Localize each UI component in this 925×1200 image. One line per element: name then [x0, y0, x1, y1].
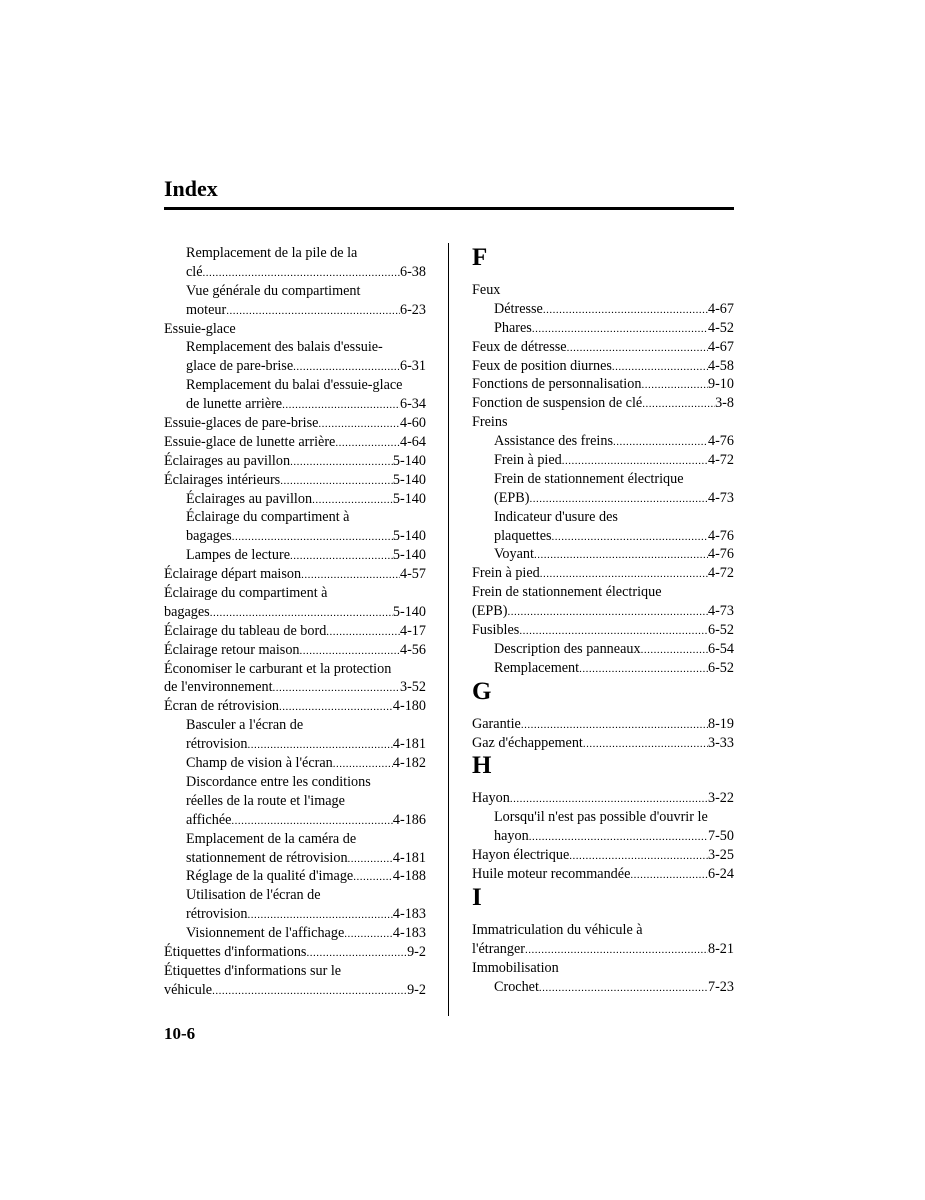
page-ref: 9-10: [707, 376, 734, 393]
entry-text: Feux de détresse: [472, 338, 567, 355]
index-entry: [472, 338, 734, 357]
entry-text: Garantie: [472, 715, 521, 732]
dot-leader: [525, 941, 708, 959]
index-entry: [472, 715, 734, 734]
page-ref: 4-17: [399, 622, 426, 639]
page-ref: 7-23: [707, 978, 734, 995]
dot-leader: [642, 395, 715, 413]
index-subentry: [164, 490, 426, 509]
index-entry: [164, 471, 426, 490]
section-letter: I: [472, 883, 482, 911]
dot-leader: [293, 358, 400, 376]
dot-leader: [613, 433, 708, 451]
entry-text: bagages: [164, 603, 210, 620]
page-ref: 9-2: [407, 943, 426, 960]
index-subentry: [472, 527, 734, 546]
entry-text: Frein à pied: [494, 452, 562, 469]
index-entry: [472, 583, 734, 602]
page-ref: 6-38: [399, 263, 426, 280]
index-subentry: [164, 792, 426, 811]
index-entry: [472, 846, 734, 865]
dot-leader: [318, 415, 400, 433]
section-letter: F: [472, 244, 488, 271]
dot-leader: [521, 716, 708, 734]
index-subentry: [164, 849, 426, 868]
index-subentry: [472, 659, 734, 678]
dot-leader: [273, 679, 400, 697]
page-ref: 4-186: [392, 811, 426, 828]
page-ref: 4-72: [707, 452, 734, 469]
dot-leader: [333, 755, 393, 773]
index-entry: [472, 394, 734, 413]
page-ref: 6-52: [707, 659, 734, 676]
index-entry: [164, 433, 426, 452]
entry-text: Assistance des freins: [494, 433, 613, 450]
entry-text: Hayon: [472, 790, 510, 807]
page-ref: 6-31: [399, 358, 426, 375]
entry-text: rétrovision: [186, 736, 248, 753]
index-subentry: [472, 808, 734, 827]
page-ref: 9-2: [407, 981, 426, 998]
index-entry: [164, 660, 426, 679]
index-subentry: [472, 432, 734, 451]
dot-leader: [534, 546, 708, 564]
index-entry: [472, 865, 734, 884]
page-ref: 6-52: [707, 622, 734, 639]
dot-leader: [290, 547, 393, 565]
entry-text: de l'environnement: [164, 679, 273, 696]
dot-leader: [583, 735, 708, 753]
dot-leader: [210, 604, 393, 622]
entry-text: glace de pare-brise: [186, 358, 294, 375]
index-subentry: [164, 301, 426, 320]
page-ref: 4-181: [392, 849, 426, 866]
index-subentry: [472, 300, 734, 319]
index-subentry: [164, 811, 426, 830]
entry-text: Remplacement du balai d'essuie-glace: [186, 377, 403, 394]
page-ref: 6-34: [399, 396, 426, 413]
dot-leader: [552, 528, 708, 546]
entry-text: Gaz d'échappement: [472, 734, 583, 751]
entry-text: moteur: [186, 301, 227, 318]
index-column-left: [164, 244, 426, 1000]
entry-text: Remplacement: [494, 659, 580, 676]
entry-text: Hayon électrique: [472, 847, 570, 864]
dot-leader: [630, 866, 708, 884]
page-ref: 3-25: [707, 847, 734, 864]
entry-text: Fonction de suspension de clé: [472, 395, 643, 412]
dot-leader: [507, 603, 708, 621]
entry-text: Freins: [472, 414, 508, 431]
entry-text: Champ de vision à l'écran: [186, 755, 333, 772]
index-subentry: [164, 338, 426, 357]
page-number: 10-6: [164, 1024, 196, 1043]
dot-leader: [279, 698, 393, 716]
dot-leader: [612, 358, 708, 376]
page-ref: 4-76: [707, 527, 734, 544]
entry-text: Éclairages au pavillon: [164, 452, 291, 469]
entry-text: (EPB): [472, 603, 508, 620]
page-ref: 7-50: [707, 828, 734, 845]
entry-text: Visionnement de l'affichage: [186, 925, 345, 942]
index-entry: [164, 943, 426, 962]
entry-text: Phares: [494, 319, 532, 336]
entry-text: Éclairage du compartiment à: [186, 509, 350, 526]
dot-leader: [212, 982, 407, 1000]
index-entry: [472, 413, 734, 432]
index-entry: [472, 602, 734, 621]
page-ref: 3-52: [399, 679, 426, 696]
dot-leader: [348, 850, 393, 868]
index-entry: [164, 697, 426, 716]
dot-leader: [519, 622, 708, 640]
entry-text: Éclairage retour maison: [164, 641, 300, 658]
index-subentry: [164, 830, 426, 849]
dot-leader: [532, 320, 708, 338]
index-title: Index: [164, 176, 218, 201]
index-entry: [164, 641, 426, 660]
dot-leader: [326, 623, 400, 641]
entry-text: bagages: [186, 528, 232, 545]
index-entry: [472, 621, 734, 640]
index-subentry: [164, 508, 426, 527]
index-entry: [164, 452, 426, 471]
page-ref: 4-67: [707, 300, 734, 317]
dot-leader: [232, 528, 393, 546]
entry-text: Détresse: [494, 300, 543, 317]
page-ref: 8-19: [707, 715, 734, 732]
page-ref: 3-8: [715, 395, 734, 412]
index-entry: [164, 584, 426, 603]
index-subentry: [164, 735, 426, 754]
entry-text: véhicule: [164, 981, 213, 998]
index-subentry: [472, 470, 734, 489]
dot-leader: [300, 642, 400, 660]
page-ref: 4-57: [399, 566, 426, 583]
index-subentry: [164, 527, 426, 546]
index-subentry: [164, 867, 426, 886]
entry-text: Éclairage départ maison: [164, 566, 302, 583]
dot-leader: [510, 790, 708, 808]
page-ref: 4-67: [707, 338, 734, 355]
entry-text: Frein de stationnement électrique: [472, 584, 662, 601]
dot-leader: [226, 302, 400, 320]
dot-leader: [567, 339, 708, 357]
index-subentry: [164, 357, 426, 376]
page-ref: 3-33: [707, 734, 734, 751]
index-entry: [472, 357, 734, 376]
entry-text: Fusibles: [472, 622, 520, 639]
index-subentry: [472, 451, 734, 470]
entry-text: Discordance entre les conditions: [186, 773, 371, 790]
page-ref: 4-180: [392, 698, 426, 715]
dot-leader: [282, 396, 400, 414]
entry-text: réelles de la route et l'image: [186, 792, 345, 809]
entry-text: Immatriculation du véhicule à: [472, 921, 643, 938]
dot-leader: [562, 452, 708, 470]
index-subentry: [164, 263, 426, 282]
page-ref: 6-24: [707, 866, 734, 883]
entry-text: Huile moteur recommandée: [472, 866, 631, 883]
index-entry: [472, 564, 734, 583]
section-letter: G: [472, 677, 492, 705]
index-entry: [472, 375, 734, 394]
dot-leader: [344, 925, 393, 943]
dot-leader: [280, 472, 393, 490]
index-subentry: [164, 244, 426, 263]
entry-text: Remplacement des balais d'essuie-: [186, 339, 383, 356]
dot-leader: [539, 979, 708, 997]
entry-text: Lorsqu'il n'est pas possible d'ouvrir le: [494, 809, 708, 826]
dot-leader: [353, 868, 393, 886]
index-entry: [472, 921, 734, 940]
entry-text: Emplacement de la caméra de: [186, 830, 357, 847]
page-ref: 4-76: [707, 433, 734, 450]
dot-leader: [529, 828, 708, 846]
index-subentry: [472, 545, 734, 564]
entry-text: Réglage de la qualité d'image: [186, 868, 354, 885]
entry-text: Écran de rétrovision: [164, 698, 280, 715]
page-ref: 5-140: [392, 547, 426, 564]
dot-leader: [247, 736, 392, 754]
index-entry: [472, 734, 734, 753]
dot-leader: [641, 376, 708, 394]
index-entry: [472, 940, 734, 959]
entry-text: Éclairages intérieurs: [164, 471, 281, 488]
dot-leader: [301, 566, 400, 584]
entry-text: Indicateur d'usure des: [494, 508, 618, 525]
entry-text: affichée: [186, 811, 232, 828]
entry-text: Utilisation de l'écran de: [186, 887, 321, 904]
dot-leader: [247, 906, 392, 924]
dot-leader: [543, 301, 708, 319]
dot-leader: [529, 490, 708, 508]
index-entry: [164, 981, 426, 1000]
index-subentry: [472, 640, 734, 659]
page-ref: 4-72: [707, 565, 734, 582]
index-subentry: [472, 489, 734, 508]
entry-text: Voyant: [494, 546, 534, 563]
page-ref: 4-182: [392, 755, 426, 772]
dot-leader: [231, 812, 392, 830]
entry-text: Basculer a l'écran de: [186, 717, 304, 734]
page-ref: 5-140: [392, 471, 426, 488]
entry-text: Feux de position diurnes: [472, 357, 612, 374]
entry-text: Fonctions de personnalisation: [472, 376, 642, 393]
page-ref: 4-52: [707, 319, 734, 336]
index-subentry: [164, 395, 426, 414]
entry-text: Éclairage du compartiment à: [164, 585, 328, 602]
page-ref: 4-188: [392, 868, 426, 885]
dot-leader: [335, 434, 400, 452]
index-subentry: [164, 924, 426, 943]
page-ref: 8-21: [707, 940, 734, 957]
index-subentry: [164, 773, 426, 792]
index-entry: [472, 959, 734, 978]
entry-text: Feux: [472, 282, 501, 298]
entry-text: Remplacement de la pile de la: [186, 245, 358, 261]
entry-text: Crochet: [494, 978, 539, 995]
page-ref: 4-181: [392, 736, 426, 753]
entry-text: Essuie-glace: [164, 320, 236, 337]
header-rule: [164, 207, 734, 210]
index-subentry: [472, 319, 734, 338]
dot-leader: [641, 641, 708, 659]
entry-text: l'étranger: [472, 940, 525, 957]
entry-text: Économiser le carburant et la protection: [164, 660, 392, 677]
page-ref: 5-140: [392, 528, 426, 545]
entry-text: Description des panneaux: [494, 640, 641, 657]
page-ref: 6-23: [399, 301, 426, 318]
index-subentry: [164, 716, 426, 735]
index-subentry: [164, 754, 426, 773]
index-subentry: [472, 508, 734, 527]
entry-text: Lampes de lecture: [186, 547, 290, 564]
page-ref: 4-183: [392, 906, 426, 923]
page-ref: 4-56: [399, 641, 426, 658]
index-subentry: [164, 886, 426, 905]
entry-text: Essuie-glace de lunette arrière: [164, 433, 336, 450]
entry-text: Éclairage du tableau de bord: [164, 622, 327, 639]
entry-text: Frein de stationnement électrique: [494, 470, 684, 487]
page-ref: 5-140: [392, 452, 426, 469]
index-entry: [164, 962, 426, 981]
entry-text: Immobilisation: [472, 959, 559, 976]
index-entry: [164, 320, 426, 339]
page-ref: 4-183: [392, 925, 426, 942]
index-entry: [472, 789, 734, 808]
entry-text: stationnement de rétrovision: [186, 849, 348, 866]
index-entry: [164, 603, 426, 622]
entry-text: plaquettes: [494, 527, 552, 544]
index-subentry: [472, 978, 734, 997]
index-entry: [164, 565, 426, 584]
entry-text: Éclairages au pavillon: [186, 490, 313, 507]
dot-leader: [540, 565, 708, 583]
entry-text: Frein à pied: [472, 565, 540, 582]
index-subentry: [164, 282, 426, 301]
page-ref: 4-76: [707, 546, 734, 563]
index-column-right: [472, 244, 734, 997]
dot-leader: [579, 660, 708, 678]
dot-leader: [569, 847, 708, 865]
index-subentry: [164, 546, 426, 565]
entry-text: hayon: [494, 828, 529, 845]
page-ref: 4-73: [707, 603, 734, 620]
entry-text: Étiquettes d'informations sur le: [164, 962, 342, 979]
entry-text: de lunette arrière: [186, 396, 283, 413]
page-ref: 4-58: [707, 357, 734, 374]
index-entry: [472, 281, 734, 300]
page-ref: 4-73: [707, 489, 734, 506]
page-ref: 4-60: [399, 415, 426, 432]
index-subentry: [164, 905, 426, 924]
index-entry: [164, 414, 426, 433]
column-divider: [448, 243, 449, 1016]
page-ref: 5-140: [392, 603, 426, 620]
dot-leader: [312, 491, 393, 509]
entry-text: Essuie-glaces de pare-brise: [164, 415, 319, 432]
index-entry: [164, 622, 426, 641]
page-ref: 3-22: [707, 790, 734, 807]
index-subentry: [164, 376, 426, 395]
section-letter: H: [472, 752, 492, 780]
dot-leader: [306, 944, 407, 962]
entry-text: rétrovision: [186, 906, 248, 923]
entry-text: Vue générale du compartiment: [186, 282, 361, 299]
dot-leader: [203, 264, 400, 282]
page-ref: 6-54: [707, 640, 734, 657]
entry-text: clé: [186, 263, 203, 280]
index-entry: [164, 678, 426, 697]
entry-text: Étiquettes d'informations: [164, 943, 307, 960]
index-subentry: [472, 827, 734, 846]
entry-text: (EPB): [494, 489, 530, 506]
dot-leader: [290, 453, 393, 471]
page-ref: 5-140: [392, 490, 426, 507]
page-ref: 4-64: [399, 433, 426, 450]
